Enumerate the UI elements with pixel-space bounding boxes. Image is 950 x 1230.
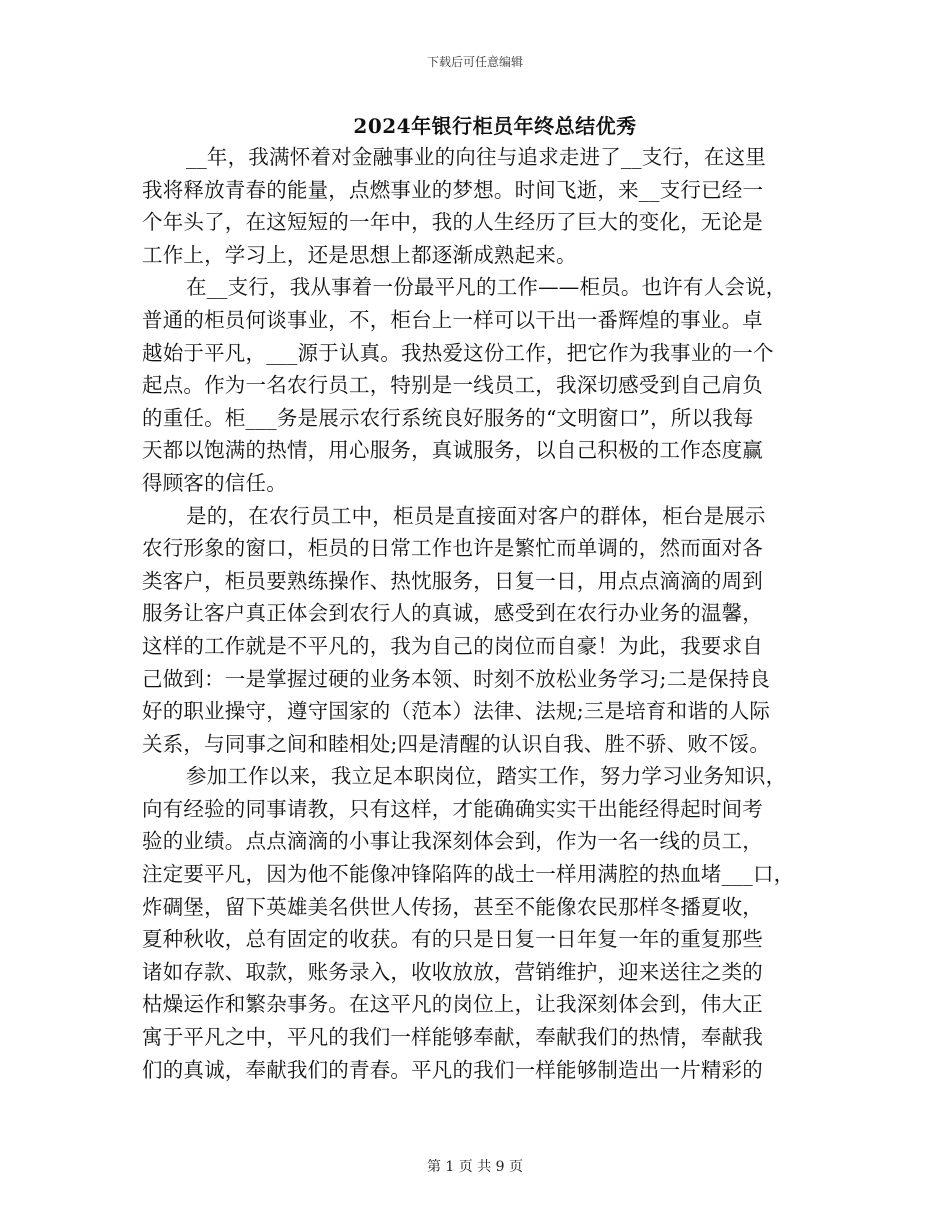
body-line: 夏种秋收，总有固定的收获。有的只是日复一日年复一年的重复那些 <box>142 927 763 952</box>
body-line: 个年头了，在这短短的一年中，我的人生经历了巨大的变化，无论是 <box>142 210 763 235</box>
body-line: 在__支行，我从事着一份最平凡的工作——柜员。也许有人会说， <box>186 275 787 300</box>
body-line: 的重任。柜___务是展示农行系统良好服务的“文明窗口”，所以我每 <box>142 405 754 430</box>
body-line: 验的业绩。点点滴滴的小事让我深刻体会到，作为一名一线的员工， <box>142 829 763 854</box>
header-note: 下载后可任意编辑 <box>426 55 523 69</box>
body-line: 这样的工作就是不平凡的，我为自己的岗位而自豪！为此，我要求自 <box>142 633 763 658</box>
page-number-footer: 第 1 页 共 9 页 <box>426 1159 524 1175</box>
document-body <box>142 141 814 1086</box>
body-line: 类客户，柜员要熟练操作、热忱服务，日复一日，用点点滴滴的周到 <box>142 568 763 593</box>
body-line: 己做到：一是掌握过硬的业务本领、时刻不放松业务学习;二是保持良 <box>142 666 771 691</box>
body-line: 炸碉堡，留下英雄美名供世人传扬，甚至不能像农民那样冬播夏收， <box>142 894 763 919</box>
body-line: 枯燥运作和繁杂事务。在这平凡的岗位上，让我深刻体会到，伟大正 <box>142 992 763 1017</box>
body-line: 得顾客的信任。 <box>142 470 287 495</box>
body-line: 是的，在农行员工中，柜员是直接面对客户的群体，柜台是展示 <box>186 503 766 528</box>
document-title: 2024年银行柜员年终总结优秀 <box>353 114 637 138</box>
body-line: 天都以饱满的热情，用心服务，真诚服务，以自己积极的工作态度赢 <box>142 438 763 463</box>
body-line: 关系，与同事之间和睦相处;四是清醒的认识自我、胜不骄、败不馁。 <box>142 731 771 756</box>
body-line: 我将释放青春的能量，点燃事业的梦想。时间飞逝，来__支行已经一 <box>142 177 764 202</box>
body-line: 服务让客户真正体会到农行人的真诚，感受到在农行办业务的温馨， <box>142 601 763 626</box>
body-line: 注定要平凡，因为他不能像冲锋陷阵的战士一样用满腔的热血堵___口， <box>142 862 795 887</box>
body-line: 寓于平凡之中，平凡的我们一样能够奉献，奉献我们的热情，奉献我 <box>142 1025 763 1050</box>
body-line: __年，我满怀着对金融事业的向往与追求走进了__支行，在这里 <box>186 145 766 169</box>
body-line: 起点。作为一名农行员工，特别是一线员工，我深切感受到自己肩负 <box>142 373 763 398</box>
body-line: 好的职业操守，遵守国家的（范本）法律、法规;三是培育和谐的人际 <box>142 699 771 724</box>
body-line: 们的真诚，奉献我们的青春。平凡的我们一样能够制造出一片精彩的 <box>142 1057 763 1082</box>
body-line: 普通的柜员何谈事业，不，柜台上一样可以干出一番辉煌的事业。卓 <box>142 307 763 332</box>
body-line: 向有经验的同事请教，只有这样，才能确确实实干出能经得起时间考 <box>142 796 763 821</box>
body-line: 参加工作以来，我立足本职岗位，踏实工作，努力学习业务知识， <box>186 764 787 789</box>
body-line: 诸如存款、取款，账务录入，收收放放，营销维护，迎来送往之类的 <box>142 959 763 984</box>
body-line: 越始于平凡，___源于认真。我热爱这份工作，把它作为我事业的一个 <box>142 340 774 365</box>
body-line: 农行形象的窗口，柜员的日常工作也许是繁忙而单调的，然而面对各 <box>142 536 763 561</box>
body-line: 工作上，学习上，还是思想上都逐渐成熟起来。 <box>142 242 577 267</box>
